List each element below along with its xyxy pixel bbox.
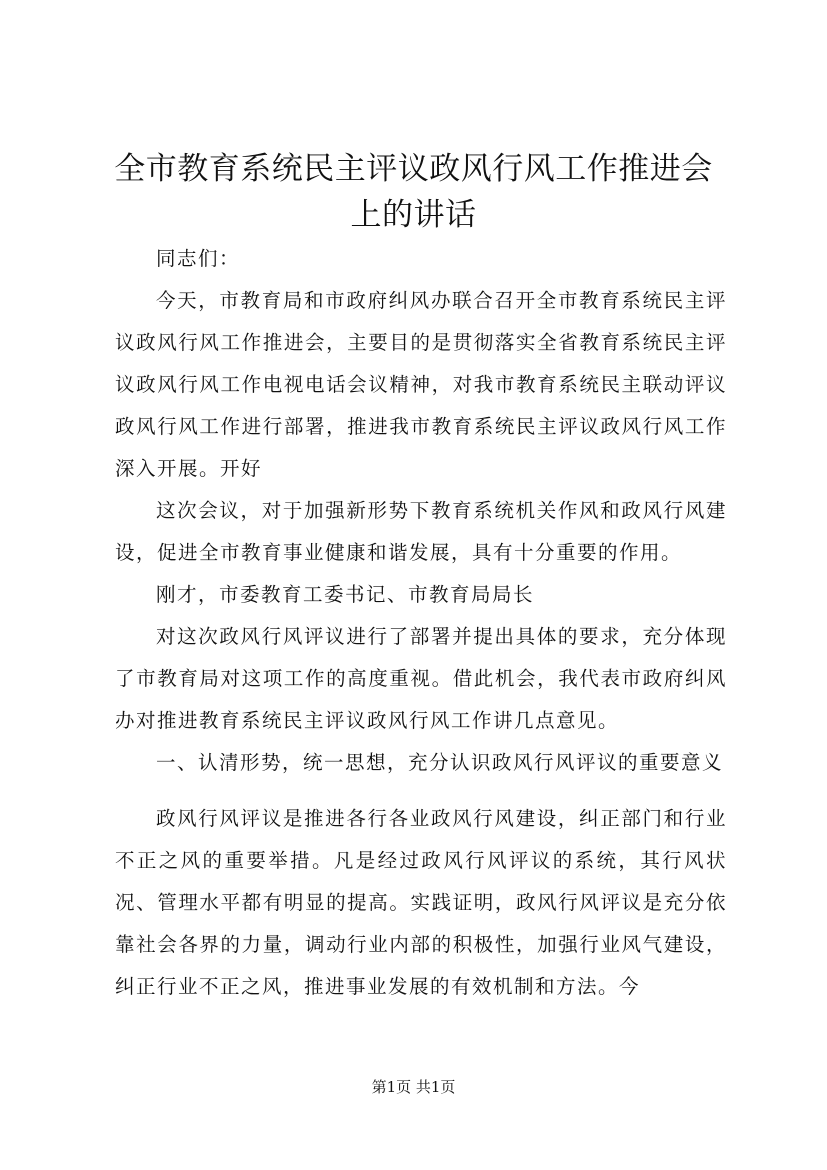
paragraph: 刚才，市委教育工委书记、市教育局局长 xyxy=(155,583,534,606)
salutation: 同志们： xyxy=(155,247,240,270)
document-body xyxy=(115,238,727,1008)
document-title: 全市教育系统民主评议政风行风工作推进会上的讲话 xyxy=(114,151,713,233)
section-heading: 一、认清形势，统一思想，充分认识政风行风评议的重要意义 xyxy=(155,751,723,774)
paragraph: 政风行风评议是推进各行各业政风行风建设，纠正部门和行业不正之风的重要举措。凡是经过政风行风评议的系统，其行风状况、管理水平都有明显的提高。实践证明，政风行风评议是充分依靠社会各界的力量，调动行业内部的积极性，加强行业风气建设，纠正行业不正之风，推进事业发展的有效机制和方法。今 xyxy=(115,807,727,998)
paragraph: 对这次政风行风评议进行了部署并提出具体的要求，充分体现了市教育局对这项工作的高度重视。借此机会，我代表市政府纠风办对推进教育系统民主评议政风行风工作讲几点意见。 xyxy=(115,625,727,732)
paragraph: 今天，市教育局和市政府纠风办联合召开全市教育系统民主评议政风行风工作推进会，主要目的是贯彻落实全省教育系统民主评议政风行风工作电视电话会议精神，对我市教育系统民主联动评议政风行风工作进行部署，推进我市教育系统民主评议政风行风工作深入开展。开好 xyxy=(115,289,727,480)
paragraph: 这次会议，对于加强新形势下教育系统机关作风和政风行风建设，促进全市教育事业健康和谐发展，具有十分重要的作用。 xyxy=(115,499,727,564)
page-number-footer: 第1页 共1页 xyxy=(371,1078,456,1096)
